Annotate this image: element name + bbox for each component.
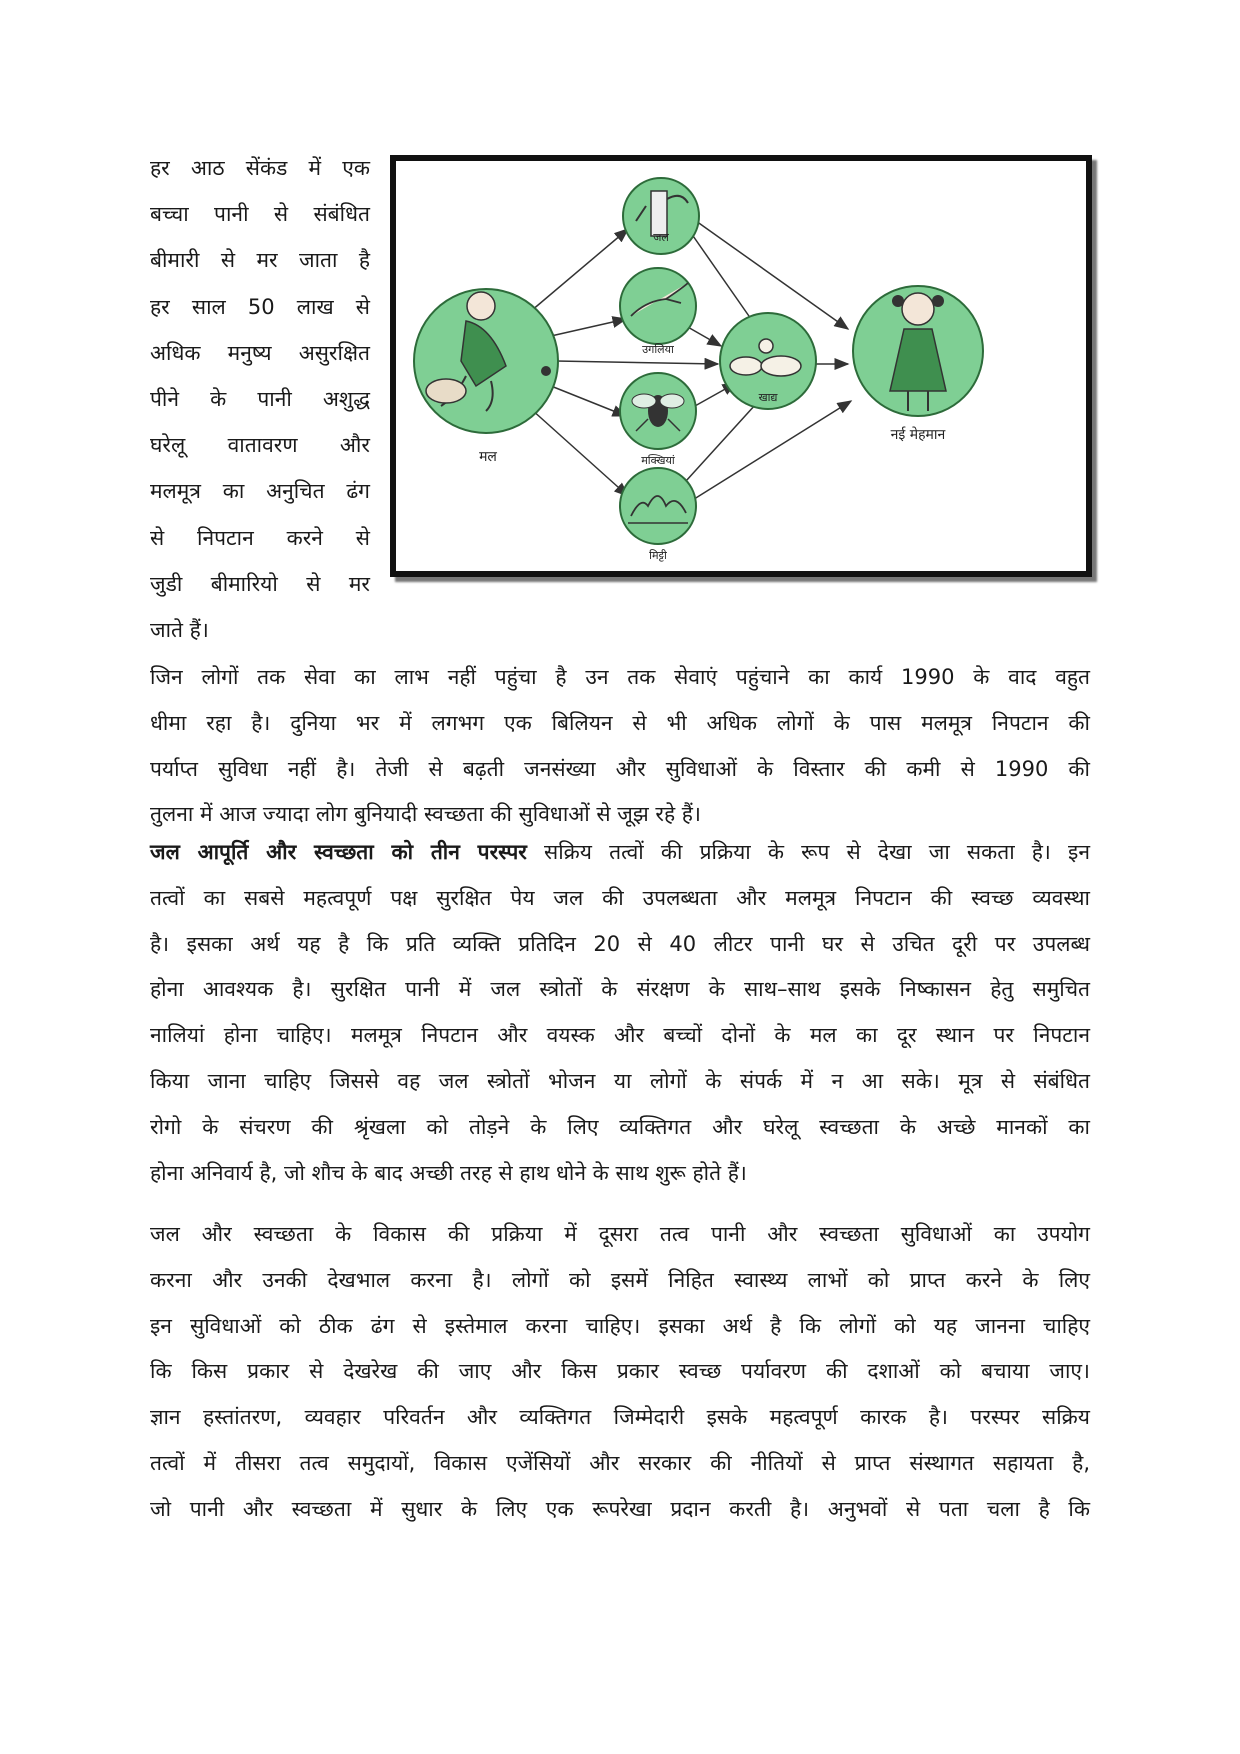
paragraph-line: होना आवश्यक है। सुरक्षित पानी में जल स्त्रोतों के संरक्षण के साथ–साथ इसके निष्कासन हेतु समुचित	[150, 977, 1090, 1002]
paragraph-line: तुलना में आज ज्यादा लोग बुनियादी स्वच्छता की सुविधाओं से जूझ रहे हैं।	[150, 802, 701, 827]
arrow-mal-to-jal	[531, 229, 628, 311]
paragraph-line: इन सुविधाओं को ठीक ढंग से इस्तेमाल करना चाहिए। इसका अर्थ है कि लोगों को यह जानना चाहिए	[150, 1313, 1090, 1338]
side-text-line: हर साल 50 लाख से	[150, 294, 370, 319]
paragraph-line: कि किस प्रकार से देखरेख की जाए और किस प्रकार स्वच्छ पर्यावरण की दशाओं को बचाया जाए।	[150, 1359, 1090, 1384]
arrow-ungliya-to-khadya	[686, 326, 721, 346]
paragraph-line: जल और स्वच्छता के विकास की प्रक्रिया में दूसरा तत्व पानी और स्वच्छता सुविधाओं का उपयोग	[150, 1222, 1090, 1246]
side-text-line: अधिक मनुष्य असुरक्षित	[150, 340, 370, 365]
paragraph-line: किया जाना चाहिए जिससे वह जल स्त्रोतों भोजन या लोगों के संपर्क में न आ सके। मूत्र से संबंधित	[150, 1068, 1090, 1093]
paragraph-line: नालियां होना चाहिए। मलमूत्र निपटान और वयस्क और बच्चों दोनों के मल का दूर स्थान पर निपटान	[150, 1023, 1090, 1048]
label-mehman: नई मेहमान	[890, 427, 946, 443]
arrow-jal-to-khadya	[691, 233, 758, 329]
paragraph-line: रोगो के संचरण की श्रृंखला को तोड़ने के लिए व्यक्तिगत और घरेलू स्वच्छता के अच्छे मानकों का	[150, 1114, 1090, 1139]
side-text-line: जुडी बीमारियो से मर	[150, 571, 370, 596]
arrow-mitti-to-mehman	[691, 401, 851, 501]
paragraph-line: जो पानी और स्वच्छता में सुधार के लिए एक रूपरेखा प्रदान करती है। अनुभवों से पता चला है कि	[150, 1496, 1090, 1521]
node-mehman	[853, 286, 983, 416]
node-mal	[414, 289, 558, 433]
node-mitti	[620, 468, 696, 544]
paragraph-line: जिन लोगों तक सेवा का लाभ नहीं पहुंचा है उन तक सेवाएं पहुंचाने का कार्य 1990 के वाद वहुत	[150, 665, 1090, 689]
label-jal: जल	[653, 231, 669, 244]
diagram-svg	[396, 161, 1086, 571]
bold-lead-text: जल आपूर्ति और स्वच्छता को तीन परस्पर	[150, 840, 527, 864]
label-ungliya: उगलिया	[642, 343, 674, 356]
paragraph-line: होना अनिवार्य है, जो शौच के बाद अच्छी तरह से हाथ धोने के साथ शुरू होते हैं।	[150, 1160, 747, 1185]
side-text-line: जाते हैं।	[150, 618, 209, 643]
arrow-mal-to-mitti	[531, 409, 628, 496]
paragraph-line: तत्वों में तीसरा तत्व समुदायों, विकास एजेंसियों और सरकार की नीतियों से प्राप्त संस्थागत सहायता है,	[150, 1450, 1090, 1475]
label-mitti: मिट्टी	[649, 549, 667, 562]
label-makkhiya: मक्खियां	[641, 454, 675, 467]
hand-pump-icon	[651, 191, 667, 236]
paragraph-2	[150, 830, 1090, 1196]
side-text-line: घरेलू वातावरण और	[150, 433, 370, 458]
pot-icon	[426, 379, 466, 403]
paragraph-3	[150, 1212, 1090, 1533]
food-bowl-icon	[730, 357, 762, 375]
arrow-mal-to-makkhiya	[551, 386, 626, 416]
paragraph-line: पर्याप्त सुविधा नहीं है। तेजी से बढ़ती जनसंख्या और सुविधाओं के विस्तार की कमी से 1990 की	[150, 756, 1090, 781]
disease-transmission-diagram	[390, 155, 1092, 577]
side-text-line: मलमूत्र का अनुचित ढंग	[150, 479, 370, 504]
label-mal: मल	[479, 449, 497, 465]
paragraph-1	[150, 655, 1090, 838]
paragraph-line	[150, 830, 1090, 876]
person-head-icon	[467, 292, 495, 320]
arrow-mal-to-khadya	[556, 361, 718, 364]
node-makkhiya	[620, 373, 696, 449]
lead-rest-text: सक्रिय तत्वों की प्रक्रिया के रूप से देखा जा सकता है। इन	[526, 840, 1090, 864]
paragraph-line: धीमा रहा है। दुनिया भर में लगभग एक बिलियन से भी अधिक लोगों के पास मलमूत्र निपटान की	[150, 710, 1090, 735]
node-ungliya	[620, 268, 696, 344]
side-text-line: हर आठ सेंकंड में एक	[150, 156, 370, 180]
paragraph-line: तत्वों का सबसे महत्वपूर्ण पक्ष सुरक्षित पेय जल की उपलब्धता और मलमूत्र निपटान की स्वच्छ व्यवस्था	[150, 885, 1090, 910]
girl-head-icon	[902, 293, 934, 325]
side-text-line: पीने के पानी अशुद्ध	[150, 387, 370, 412]
side-text-block	[150, 145, 370, 653]
paragraph-line: है। इसका अर्थ यह है कि प्रति व्यक्ति प्रतिदिन 20 से 40 लीटर पानी घर से उचित दूरी पर उपलब्ध	[150, 931, 1090, 956]
arrow-mal-to-ungliya	[551, 319, 626, 336]
paragraph-line: ज्ञान हस्तांतरण, व्यवहार परिवर्तन और व्यक्तिगत जिम्मेदारी इसके महत्वपूर्ण कारक है। परस्पर सक्रिय	[150, 1405, 1090, 1430]
paragraph-line: करना और उनकी देखभाल करना है। लोगों को इसमें निहित स्वास्थ्य लाभों को प्राप्त करने के लिए	[150, 1267, 1090, 1292]
side-text-line: बच्चा पानी से संबंधित	[150, 202, 370, 227]
side-text-line: से निपटान करने से	[150, 525, 370, 550]
side-text-line: बीमारी से मर जाता है	[150, 248, 370, 273]
food-plate-icon	[761, 356, 801, 376]
label-khadya: खाद्य	[758, 391, 778, 404]
